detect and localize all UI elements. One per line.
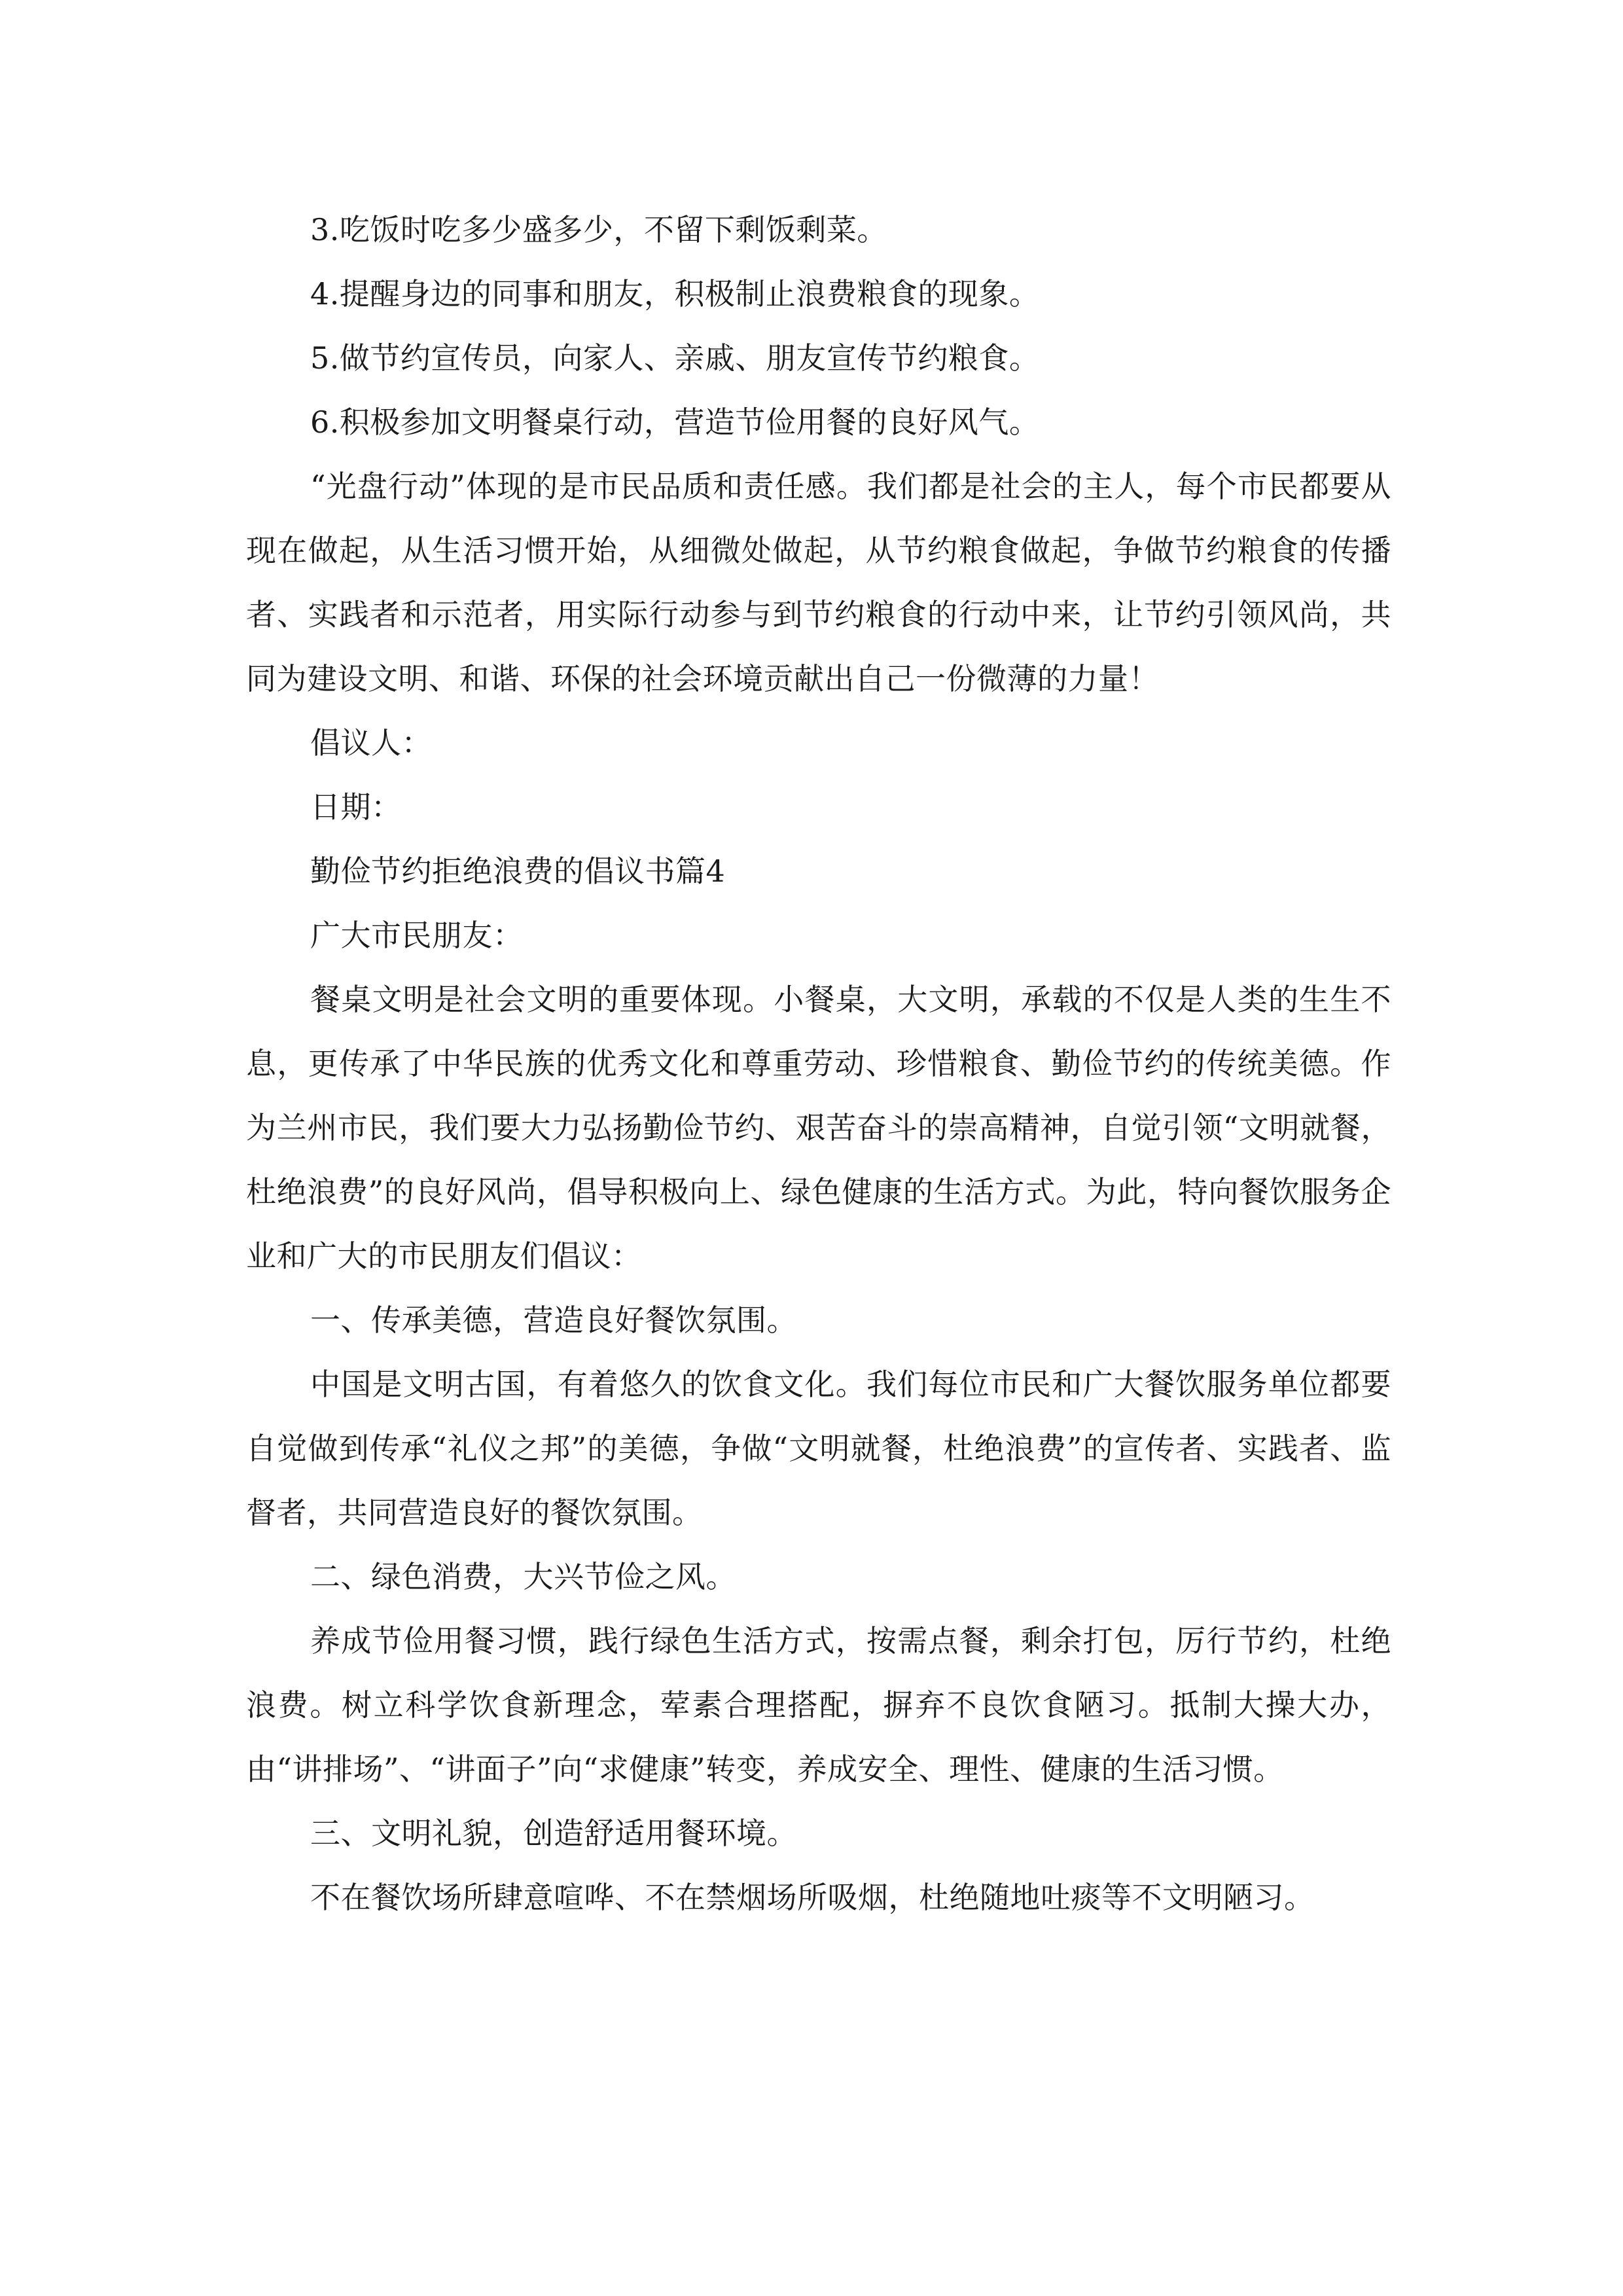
section-title: 勤俭节约拒绝浪费的倡议书篇4 [310, 853, 726, 889]
intro-paragraph: 餐桌文明是社会文明的重要体现。小餐桌，大文明，承载的不仅是人类的生生不息，更传承了中华民族的优秀文化和尊重劳动、珍惜粮食、勤俭节约的传统美德。作为兰州市民，我们要大力弘扬勤俭节约、艰苦奋斗的崇高精神，自觉引领“文明就餐，杜绝浪费”的良好风尚，倡导积极向上、绿色健康的生活方式。为此，特向餐饮服务企业和广大的市民朋友们倡议： [246, 982, 1391, 1274]
heading-three: 三、文明礼貌，创造舒适用餐环境。 [310, 1816, 797, 1851]
list-item-4: 4.提醒身边的同事和朋友，积极制止浪费粮食的现象。 [310, 276, 1040, 312]
document-body [246, 198, 1391, 1929]
paragraph-three: 不在餐饮场所肆意喧哗、不在禁烟场所吸烟，杜绝随地吐痰等不文明陋习。 [310, 1880, 1315, 1915]
list-item-3: 3.吃饭时吃多少盛多少，不留下剩饭剩菜。 [310, 212, 887, 247]
heading-two: 二、绿色消费，大兴节俭之风。 [310, 1559, 736, 1594]
paragraph-two: 养成节俭用餐习惯，践行绿色生活方式，按需点餐，剩余打包，厉行节约，杜绝浪费。树立科学饮食新理念，荤素合理搭配，摒弃不良饮食陋习。抵制大操大办，由“讲排场”、“讲面子”向“求健康”转变，养成安全、理性、健康的生活习惯。 [246, 1623, 1391, 1787]
list-item-5: 5.做节约宣传员，向家人、亲戚、朋友宣传节约粮食。 [310, 340, 1040, 376]
initiator-label: 倡议人： [310, 725, 432, 761]
date-label: 日期： [310, 789, 402, 825]
paragraph-one: 中国是文明古国，有着悠久的饮食文化。我们每位市民和广大餐饮服务单位都要自觉做到传承“礼仪之邦”的美德，争做“文明就餐，杜绝浪费”的宣传者、实践者、监督者，共同营造良好的餐饮氛围。 [246, 1367, 1391, 1530]
salutation: 广大市民朋友： [310, 918, 524, 953]
guangpan-paragraph: “光盘行动”体现的是市民品质和责任感。我们都是社会的主人，每个市民都要从现在做起，从生活习惯开始，从细微处做起，从节约粮食做起，争做节约粮食的传播者、实践者和示范者，用实际行动参与到节约粮食的行动中来，让节约引领风尚，共同为建设文明、和谐、环保的社会环境贡献出自己一份微薄的力量！ [246, 469, 1391, 696]
list-item-6: 6.积极参加文明餐桌行动，营造节俭用餐的良好风气。 [310, 404, 1040, 440]
heading-one: 一、传承美德，营造良好餐饮氛围。 [310, 1302, 797, 1338]
